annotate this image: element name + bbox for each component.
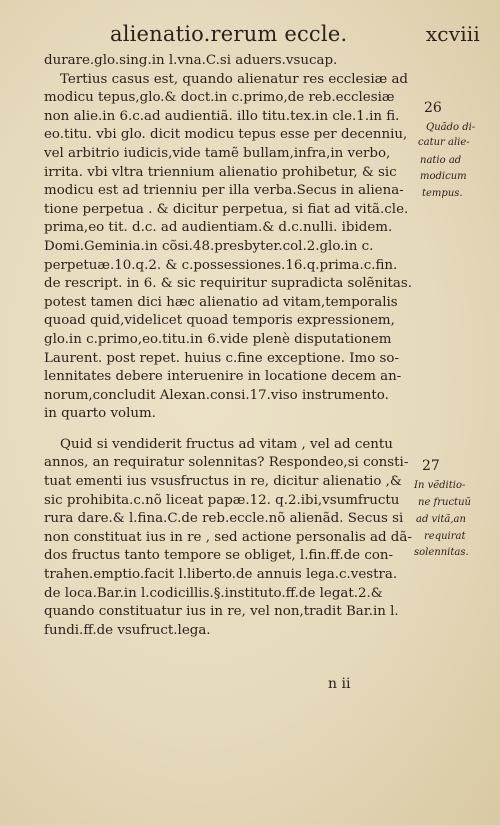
margin-note-26-line: natio ad xyxy=(420,155,462,166)
text-line: trahen.emptio.facit l.liberto.de annuis lega.c.vestra. xyxy=(44,567,398,583)
signature-mark: n ii xyxy=(328,676,351,692)
text-line: de rescript. in 6. & sic requiritur supradicta solẽnitas. xyxy=(44,276,413,292)
text-line: irrita. vbi vltra triennium alienatio prohibetur, & sic xyxy=(44,164,397,180)
text-line: tuat ementi ius vsusfructus in re, dicitur alienatio ,& xyxy=(44,474,402,490)
text-line: Tertius casus est, quando alienatur res ecclesiæ ad xyxy=(60,71,409,87)
text-line: modicu est ad trienniu per illa verba.Secus in aliena- xyxy=(44,183,404,199)
text-line: norum,concludit Alexan.consi.17.viso instrumento. xyxy=(44,387,389,403)
margin-note-27-line: requirat xyxy=(424,531,466,542)
text-line: lennitates debere interuenire in locatione decem an- xyxy=(44,369,402,385)
main-text-block xyxy=(44,52,416,640)
running-header xyxy=(110,22,480,50)
folio-number: xcviii xyxy=(425,22,480,46)
text-line: vel arbitrio iudicis,vide tamẽ bullam,infra,in verbo, xyxy=(44,145,391,161)
text-line: fundi.ff.de vsufruct.lega. xyxy=(44,622,211,638)
running-title: alienatio.rerum eccle. xyxy=(110,22,348,46)
margin-note-27-number: 27 xyxy=(422,458,440,474)
margin-note-27-line: ad vitã,an xyxy=(416,514,466,525)
text-line: non alie.in 6.c.ad audientiã. illo titu.tex.in cle.1.in fi. xyxy=(44,108,400,124)
text-line: annos, an requiratur solennitas? Respondeo,si consti- xyxy=(44,455,409,471)
text-line: rura dare.& l.fina.C.de reb.eccle.nõ alienãd. Secus si xyxy=(44,511,404,527)
text-line: prima,eo tit. d.c. ad audientiam.& d.c.nulli. ibidem. xyxy=(44,220,393,236)
margin-note-26-line: catur alie- xyxy=(418,137,470,148)
text-line: quando constituatur ius in re, vel non,tradit Bar.in l. xyxy=(44,604,399,620)
text-line: Quid si vendiderit fructus ad vitam , vel ad centu xyxy=(60,436,393,452)
text-line: dos fructus tanto tempore se obliget, l.fin.ff.de con- xyxy=(44,548,394,564)
text-line: modicu tepus,glo.& doct.in c.primo,de reb.ecclesiæ xyxy=(44,90,395,106)
text-line: Domi.Geminia.in cõsi.48.presbyter.col.2.glo.in c. xyxy=(44,238,374,254)
margin-note-26-line: tempus. xyxy=(422,188,463,199)
text-line: non constituat ius in re , sed actione personalis ad dã- xyxy=(44,529,412,545)
margin-note-26-number: 26 xyxy=(424,100,442,116)
text-line: durare.glo.sing.in l.vna.C.si aduers.vsucap. xyxy=(44,53,338,68)
text-line: eo.titu. vbi glo. dicit modicu tepus esse per decenniu, xyxy=(44,127,408,143)
text-line: sic prohibita.c.nõ liceat papæ.12. q.2.ibi,vsumfructu xyxy=(44,492,400,508)
text-line: in quarto volum. xyxy=(44,406,156,422)
text-line: perpetuæ.10.q.2. & c.possessiones.16.q.prima.c.fin. xyxy=(44,257,398,273)
margin-note-26-line: modicum xyxy=(420,171,467,182)
margin-note-27-line: In vẽditio- xyxy=(414,480,466,491)
margin-note-27-line: ne fructuũ xyxy=(418,497,471,508)
text-line: tione perpetua . & dicitur perpetua, si fiat ad vitã.cle. xyxy=(44,201,409,217)
text-line: potest tamen dici hæc alienatio ad vitam,temporalis xyxy=(44,294,398,310)
text-line: Laurent. post repet. huius c.fine exceptione. Imo so- xyxy=(44,350,400,366)
text-line: quoad quid,videlicet quoad temporis expressionem, xyxy=(44,313,395,329)
text-line: glo.in c.primo,eo.titu.in 6.vide plenè disputationem xyxy=(44,331,392,347)
margin-note-26-line: Quãdo di- xyxy=(426,122,476,133)
margin-note-27-line: solennitas. xyxy=(414,547,469,558)
text-line: de loca.Bar.in l.codicillis.§.instituto.ff.de legat.2.& xyxy=(44,585,383,601)
